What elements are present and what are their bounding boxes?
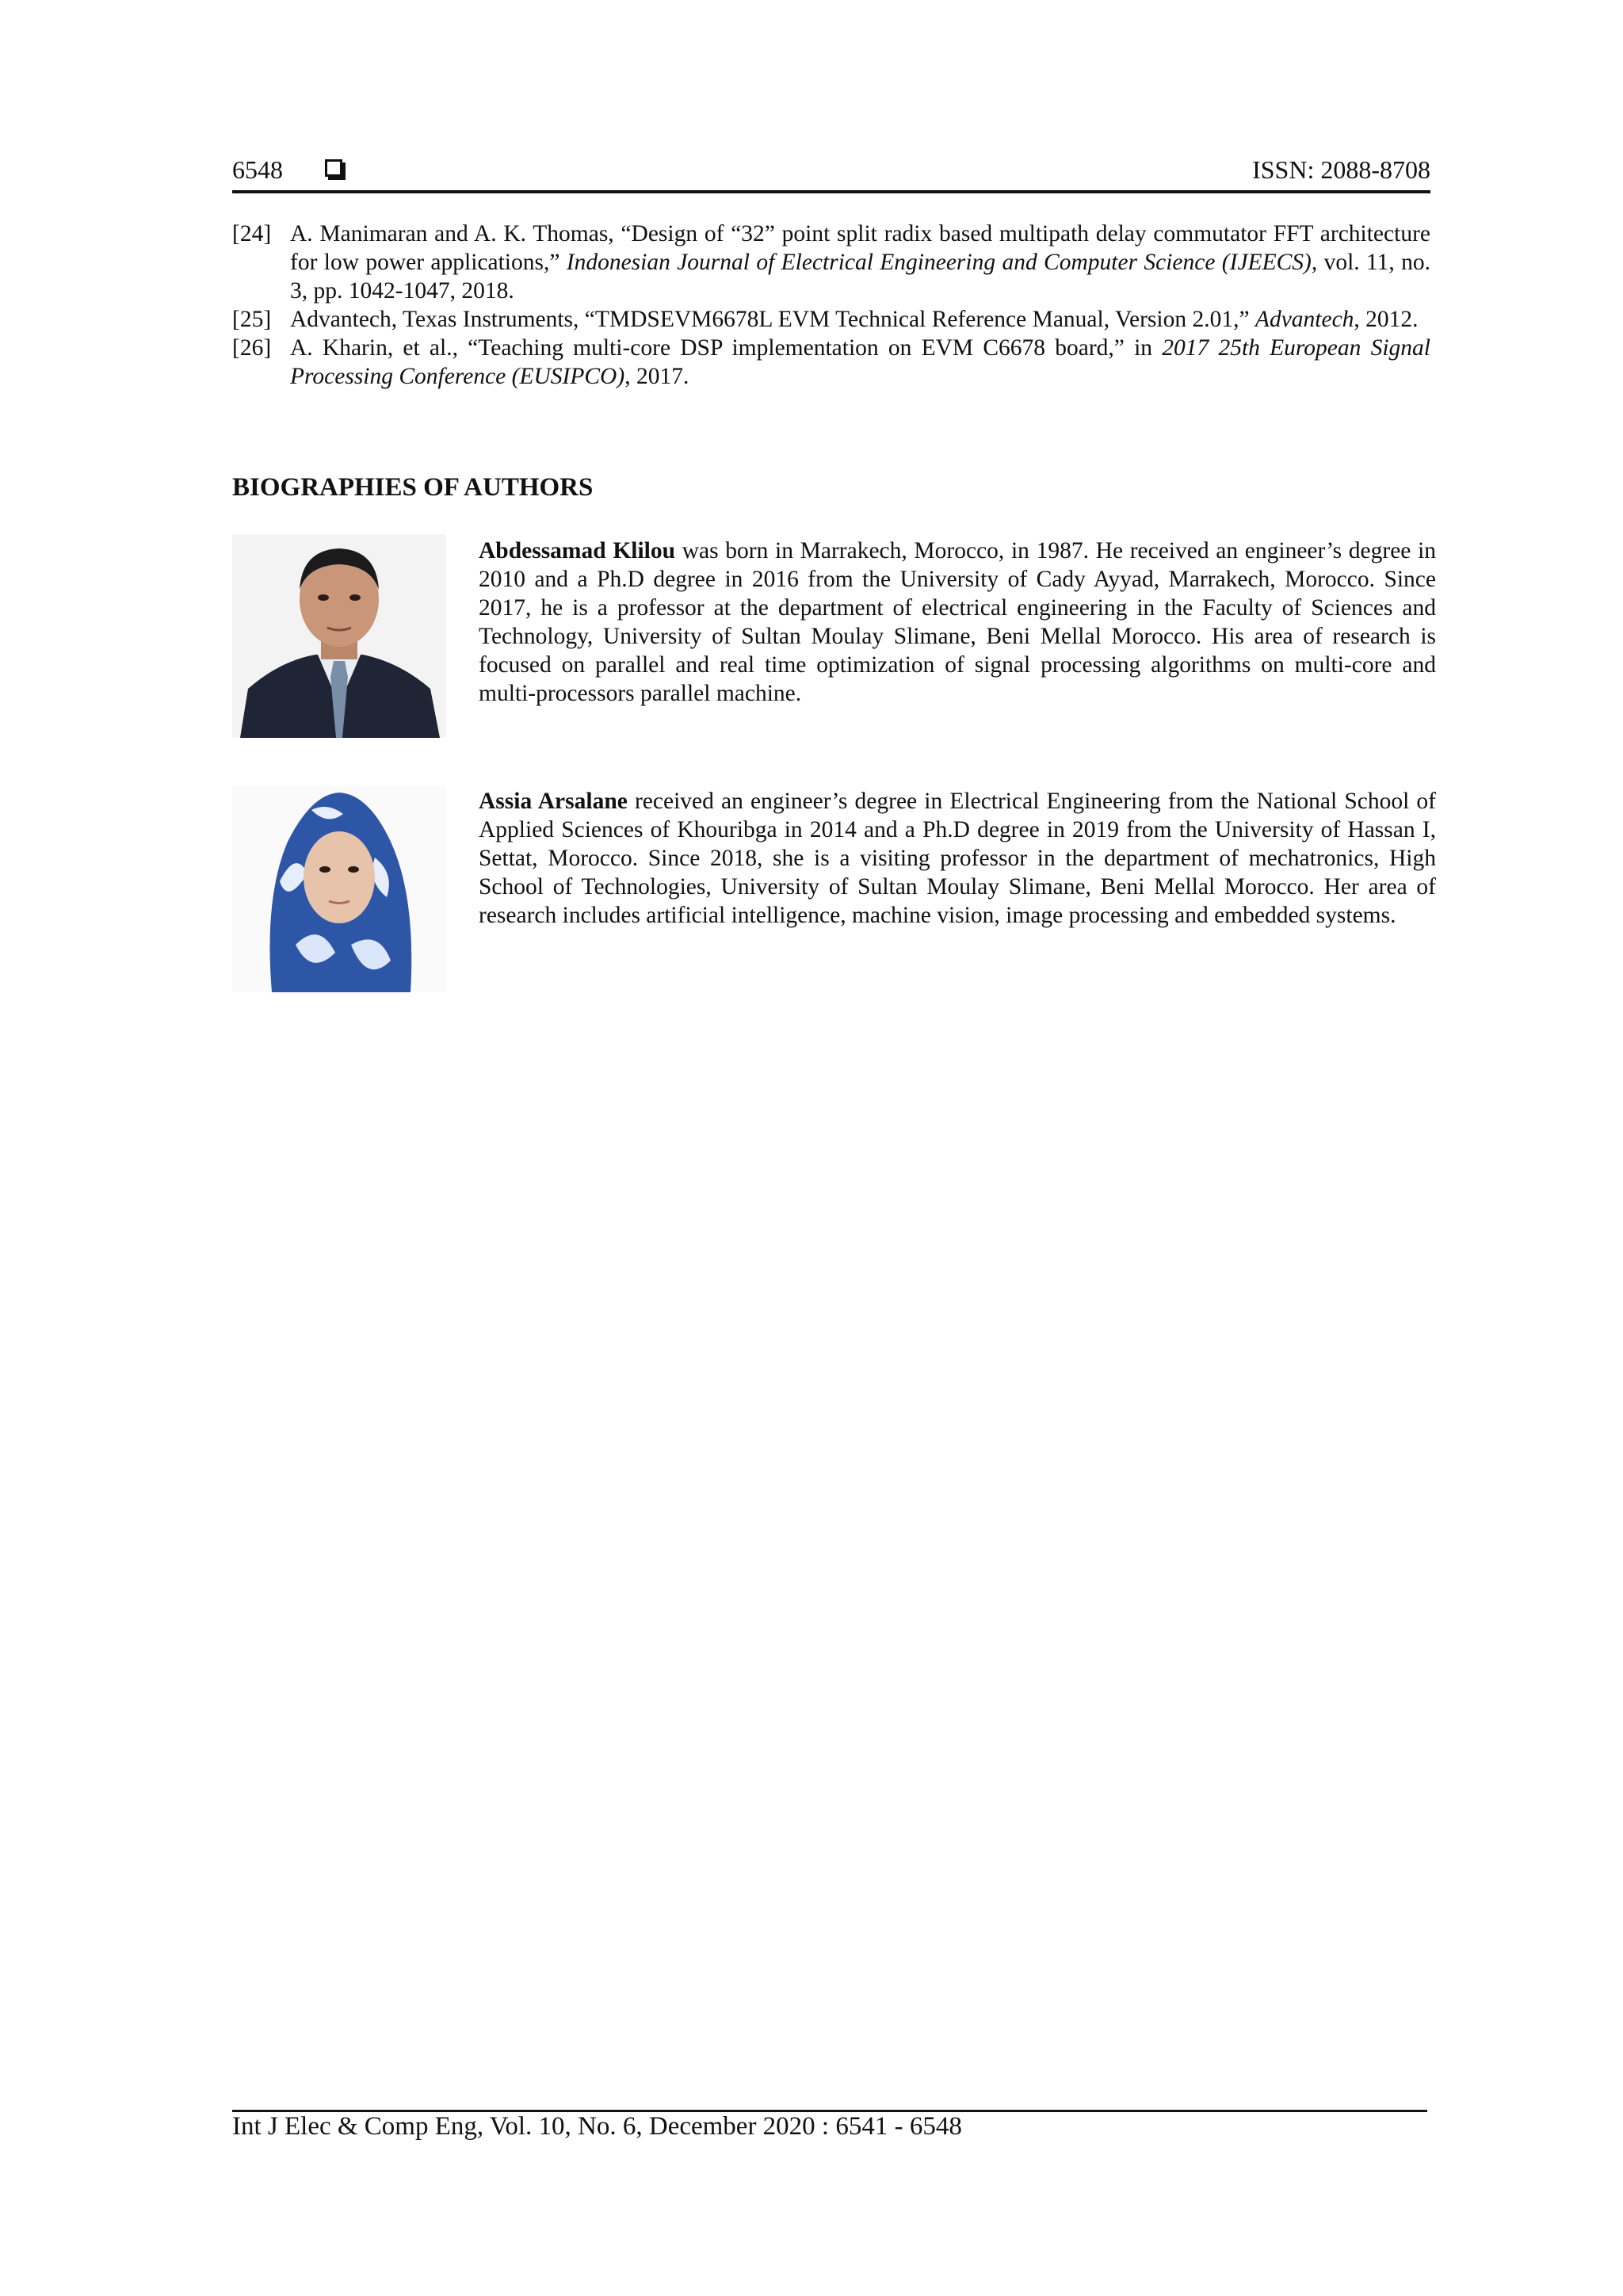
author-photo-klilou (232, 534, 446, 738)
reference-list (232, 220, 1430, 391)
author-bio-text: was born in Marrakech, Morocco, in 1987. He received an engineer’s degree in 2010 and a Ph.D degree in 2016 from the University of Cady Ayyad, Marrakech, Morocco. Since 2017, he is a professor at the department of electrical engineering in the Faculty of Sciences and Technology, University of Sultan Moulay Slimane, Beni Mellal Morocco. His area of research is focused on parallel and real time optimization of signal processing algorithms on multi-core and multi-processors parallel machine. (479, 538, 1437, 706)
journal-citation: Int J Elec & Comp Eng, Vol. 10, No. 6, December 2020 : 6541 - 6548 (232, 2112, 962, 2141)
reference-text: Advantech, Texas Instruments, “TMDSEVM6678L EVM Technical Reference Manual, Version 2.01,” Advantech, 2012. (290, 307, 1419, 332)
author-portrait-male (232, 534, 446, 738)
reference-text: A. Manimaran and A. K. Thomas, “Design of “32” point split radix based multipath delay commutator FFT architecture for low power applications,” Indonesian Journal of Electrical Engineering and Computer Science (IJEECS), vol. 11, no. 3, pp. 1042-1047, 2018. (290, 221, 1430, 304)
reference-item (232, 220, 1430, 305)
checkbox-icon (325, 159, 342, 177)
author-photo-arsalane (232, 786, 446, 992)
author-bio (479, 787, 1436, 930)
author-name: Abdessamad Klilou (479, 538, 676, 563)
author-name: Assia Arsalane (479, 789, 628, 814)
author-portrait-female (232, 786, 446, 992)
reference-item (232, 334, 1430, 391)
reference-item (232, 305, 1430, 334)
issn-label: ISSN: 2088-8708 (1252, 155, 1430, 184)
reference-number: [26] (232, 335, 272, 361)
page-number: 6548 (232, 155, 283, 184)
reference-number: [25] (232, 307, 272, 332)
author-bio-text: received an engineer’s degree in Electrical Engineering from the National School of Applied Sciences of Khouribga in 2014 and a Ph.D degree in 2019 from the University of Hassan I, Settat, Morocco. Since 2018, she is a visiting professor in the department of mechatronics, High School of Technologies, University of Sultan Moulay Slimane, Beni Mellal Morocco. Her area of research includes artificial intelligence, machine vision, image processing and embedded systems. (479, 789, 1436, 928)
reference-number: [24] (232, 221, 272, 246)
reference-text: A. Kharin, et al., “Teaching multi-core DSP implementation on EVM C6678 board,” in 2017 25th European Signal Processing Conference (EUSIPCO), 2017. (290, 335, 1431, 389)
header-divider (232, 190, 1430, 193)
author-bio (479, 537, 1436, 708)
biographies-heading: BIOGRAPHIES OF AUTHORS (232, 473, 594, 502)
